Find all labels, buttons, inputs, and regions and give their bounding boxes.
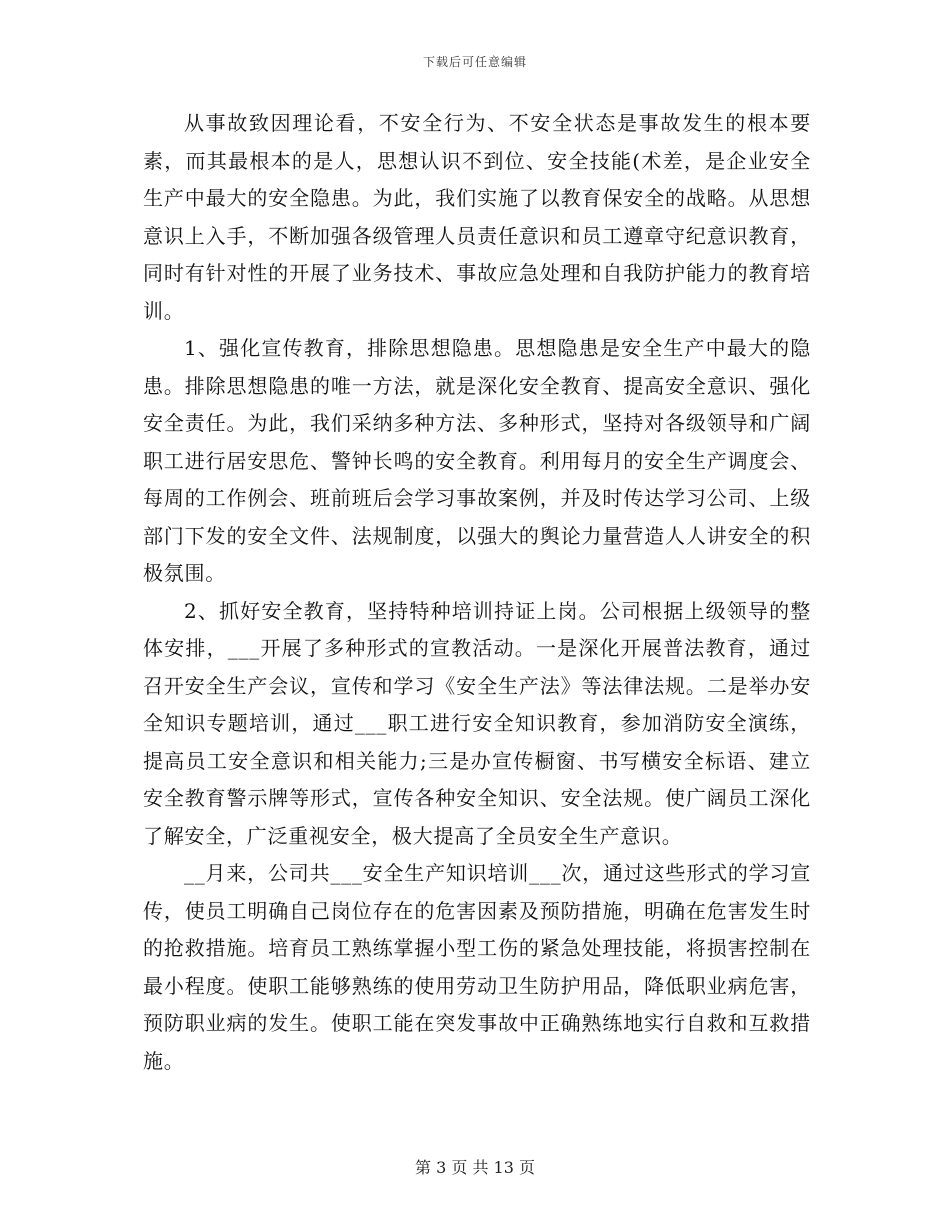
paragraph-intro: 从事故致因理论看，不安全行为、不安全状态是事故发生的根本要素，而其最根本的是人，思想认识不到位、安全技能(术差，是企业安全生产中最大的安全隐患。为此，我们实施了以教育保安全的战略。从思想意识上入手，不断加强各级管理人员责任意识和员工遵章守纪意识教育，同时有针对性的开展了业务技术、事故应急处理和自我防护能力的教育培训。 bbox=[143, 111, 811, 323]
page-header-note: 下载后可任意编辑 bbox=[422, 55, 527, 69]
page-number-footer: 第 3 页 共 13 页 bbox=[415, 1158, 535, 1177]
paragraph-publicity-education: 1、强化宣传教育，排除思想隐患。思想隐患是安全生产中最大的隐患。排除思想隐患的唯一方法，就是深化安全教育、提高安全意识、强化安全责任。为此，我们采纳多种方法、多种形式，坚持对各级领导和广阔职工进行居安思危、警钟长鸣的安全教育。利用每月的安全生产调度会、每周的工作例会、班前班后会学习事故案例，并及时传达学习公司、上级部门下发的安全文件、法规制度，以强大的舆论力量营造人人讲安全的积极氛围。 bbox=[143, 336, 811, 585]
paragraph-training-summary: __月来，公司共___安全生产知识培训___次，通过这些形式的学习宣传，使员工明确自己岗位存在的危害因素及预防措施，明确在危害发生时的抢救措施。培育员工熟练掌握小型工伤的紧急处理技能，将损害控制在最小程度。使职工能够熟练的使用劳动卫生防护用品，降低职业病危害，预防职业病的发生。使职工能在突发事故中正确熟练地实行自救和互救措施。 bbox=[143, 861, 811, 1073]
document-body bbox=[143, 105, 811, 1080]
paragraph-safety-training: 2、抓好安全教育，坚持特种培训持证上岗。公司根据上级领导的整体安排，___开展了多种形式的宣教活动。一是深化开展普法教育，通过召开安全生产会议，宣传和学习《安全生产法》等法律法规。二是举办安全知识专题培训，通过___职工进行安全知识教育，参加消防安全演练，提高员工安全意识和相关能力;三是办宣传橱窗、书写横安全标语、建立安全教育警示牌等形式，宣传各种安全知识、安全法规。使广阔员工深化了解安全，广泛重视安全，极大提高了全员安全生产意识。 bbox=[143, 598, 811, 848]
